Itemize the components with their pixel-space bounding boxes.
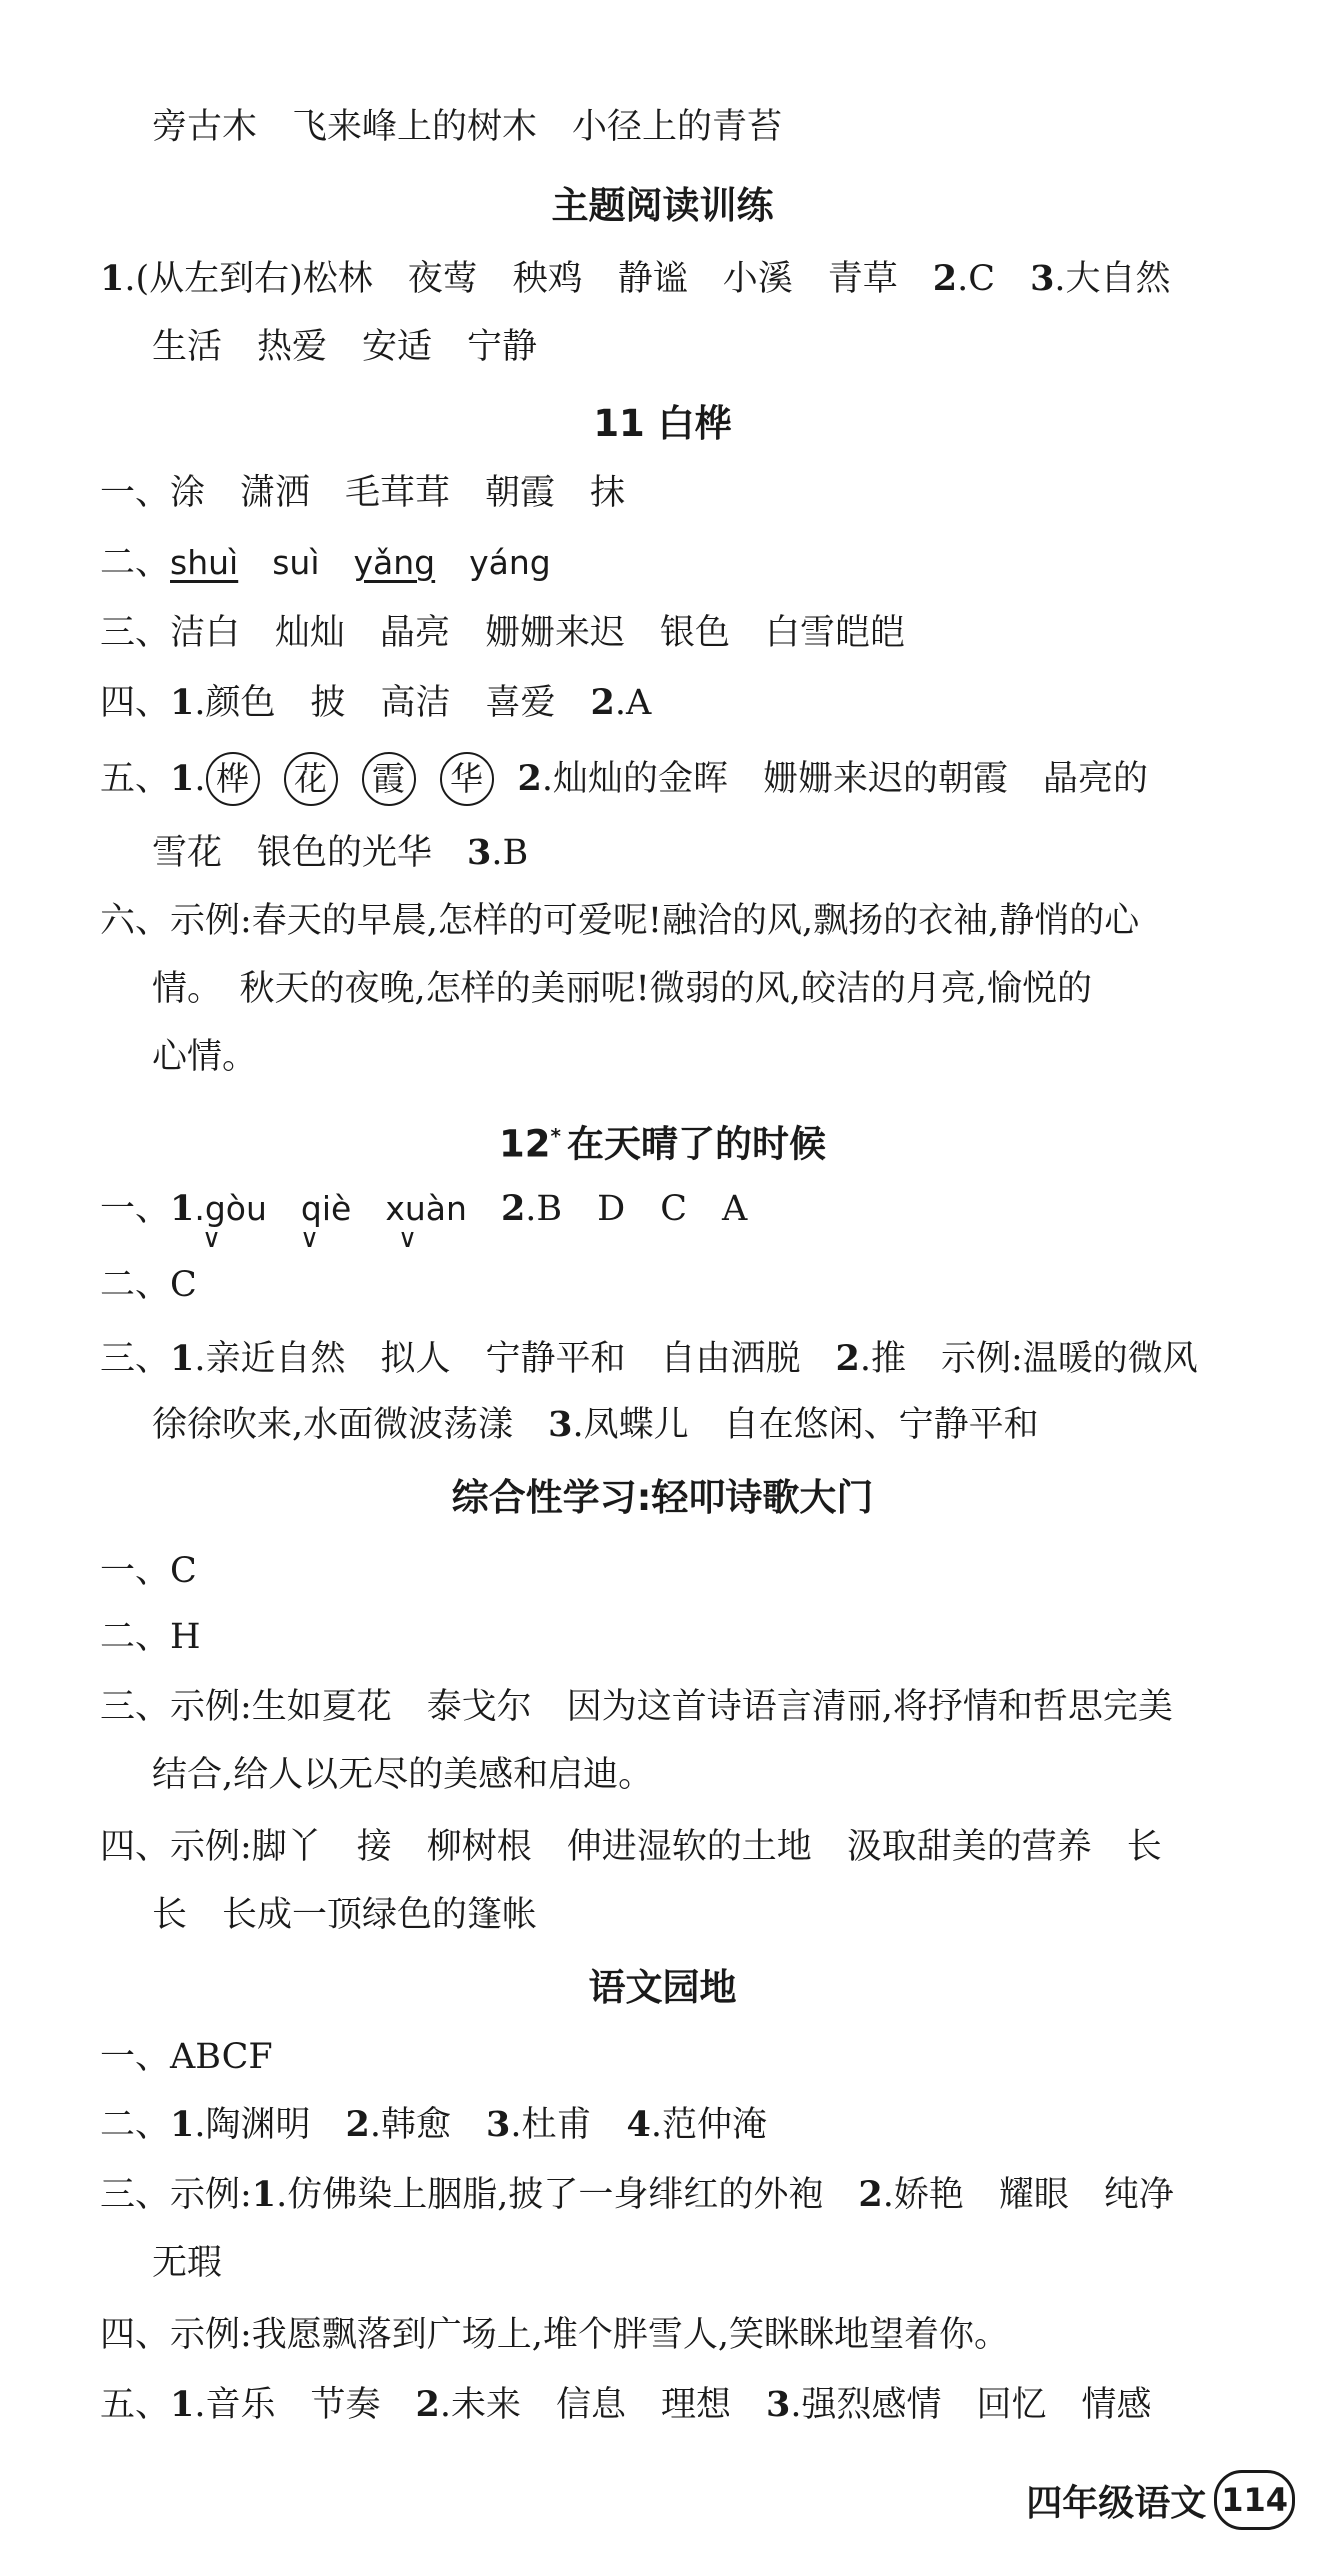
answer-text: .推 示例:温暖的微风: [859, 1339, 1198, 1379]
item-number: 1: [251, 2174, 277, 2215]
item-number: 2: [590, 682, 615, 723]
item-number: 1: [100, 258, 125, 299]
lesson-title: 在天晴了的时候: [566, 1122, 826, 1166]
item-number: 3: [766, 2384, 791, 2425]
section-heading: 综合性学习:轻叩诗歌大门: [451, 1476, 874, 1519]
grade-subject-label: 四年级语文: [1026, 2482, 1207, 2524]
text-line: 二、C: [100, 1265, 197, 1305]
item-number: 2: [500, 1188, 526, 1229]
answer-text: .凤蝶儿 自在悠闲、宁静平和: [572, 1405, 1039, 1445]
text-line: 情。 秋天的夜晚,怎样的美丽呢!微弱的风,皎洁的月亮,愉悦的: [152, 969, 1092, 1009]
pinyin: qiè: [300, 1189, 352, 1228]
star-mark: *: [550, 1124, 561, 1148]
text-line: 四、示例:我愿飘落到广场上,堆个胖雪人,笑眯眯地望着你。: [100, 2315, 1010, 2355]
line-prefix: 二、: [100, 543, 171, 583]
answer-text: .杜甫: [510, 2105, 627, 2145]
item-number: 2: [345, 2104, 370, 2145]
pinyin: yáng: [469, 543, 551, 582]
item-number: 3: [548, 1404, 573, 1445]
text-line: 无瑕: [152, 2243, 223, 2283]
circled-character: 花: [284, 752, 338, 806]
check-mark: ∨: [202, 1224, 222, 1254]
answer-text: .大自然: [1054, 259, 1171, 299]
pinyin: .gòu: [194, 1189, 267, 1228]
answer-text: .陶渊明: [194, 2105, 346, 2145]
page-number: 114: [1214, 2470, 1295, 2530]
text-line: [152, 1402, 1312, 1448]
answer-text: .韩愈: [369, 2105, 487, 2145]
item-number: 2: [932, 258, 958, 299]
text-line: 三、洁白 灿灿 晶亮 姗姗来迟 银色 白雪皑皑: [100, 613, 906, 653]
answer-text: .仿佛染上胭脂,披了一身绯红的外袍: [276, 2175, 859, 2215]
text-line: 六、示例:春天的早晨,怎样的可爱呢!融洽的风,飘扬的衣袖,静悄的心: [100, 901, 1140, 941]
page-footer: [1026, 2470, 1295, 2530]
item-number: 1: [170, 1188, 195, 1229]
line-prefix: 三、: [100, 1339, 171, 1379]
line-prefix: 一、: [100, 1189, 171, 1229]
answer-text: .亲近自然 拟人 宁静平和 自由洒脱: [194, 1339, 836, 1379]
section-heading: 主题阅读训练: [551, 184, 774, 227]
answer-text: .B: [491, 833, 529, 873]
circled-character: 桦: [206, 752, 260, 806]
item-number: 3: [486, 2104, 511, 2145]
answer-text: .范仲淹: [650, 2105, 768, 2145]
section-heading: 语文园地: [588, 1966, 737, 2009]
check-mark: ∨: [398, 1224, 418, 1254]
line-prefix: 五、: [100, 759, 171, 799]
pinyin: xuàn: [385, 1189, 467, 1228]
text-line: 一、C: [100, 1551, 197, 1591]
item-number: 1: [170, 2104, 195, 2145]
pinyin: shuì: [170, 543, 239, 582]
text-line: [100, 2172, 1260, 2218]
text-line: 五、1. 桦 花 霞 华 2.灿灿的金晖 姗姗来迟的朝霞 晶亮的: [100, 752, 1260, 806]
line-prefix: 四、: [100, 683, 171, 723]
lesson-number: 12: [499, 1122, 551, 1166]
item-number: 2: [415, 2384, 440, 2425]
item-number: 2: [517, 758, 542, 799]
answer-text: .娇艳 耀眼 纯净: [882, 2175, 1174, 2215]
item-number: 2: [858, 2174, 883, 2215]
answer-text: .C: [957, 259, 1031, 299]
text-line: 一、涂 潇洒 毛茸茸 朝霞 抹: [100, 473, 626, 513]
answer-text: .灿灿的金晖 姗姗来迟的朝霞 晶亮的: [541, 759, 1149, 799]
circled-character: 华: [440, 752, 494, 806]
item-number: 1: [170, 758, 195, 799]
text-line: 结合,给人以无尽的美感和启迪。: [152, 1755, 654, 1795]
answer-text: .颜色 披 高洁 喜爱: [194, 683, 591, 723]
answer-text: .(从左到右)松林 夜莺 秧鸡 静谧 小溪 青草: [124, 259, 933, 299]
answer-text: 雪花 银色的光华: [152, 833, 468, 873]
text-line: 心情。: [152, 1037, 258, 1077]
text-line: [152, 830, 1312, 876]
text-line: 三、示例:生如夏花 泰戈尔 因为这首诗语言清丽,将抒情和哲思完美: [100, 1687, 1173, 1727]
text-line: [100, 680, 1260, 726]
answer-text: .强烈感情 回忆 情感: [790, 2385, 1152, 2425]
pinyin: suì: [272, 543, 320, 582]
answer-text: .A: [614, 683, 652, 723]
line-prefix: 二、: [100, 2105, 171, 2145]
text-line: 二、H: [100, 1617, 201, 1657]
text-line: [100, 540, 1260, 586]
item-number: 1: [170, 682, 195, 723]
item-number: 1: [170, 2384, 195, 2425]
text-line: [100, 1186, 1260, 1232]
text-line: [100, 256, 1260, 302]
answer-text: 徐徐吹来,水面微波荡漾: [152, 1405, 549, 1445]
item-number: 3: [1030, 258, 1055, 299]
line-prefix: 五、: [100, 2385, 171, 2425]
item-number: 2: [835, 1338, 860, 1379]
check-mark: ∨: [300, 1224, 320, 1254]
text-line: [100, 1336, 1260, 1382]
text-line: 四、示例:脚丫 接 柳树根 伸进湿软的土地 汲取甜美的营养 长: [100, 1827, 1162, 1867]
section-heading: 11 白桦: [593, 402, 732, 445]
circled-character: 霞: [362, 752, 416, 806]
line-prefix: 三、示例:: [100, 2175, 252, 2215]
answer-text: .B D C A: [525, 1189, 748, 1229]
item-number: 1: [170, 1338, 195, 1379]
text-line: [100, 2382, 1260, 2428]
item-number: 4: [626, 2104, 651, 2145]
text-line: 旁古木 飞来峰上的树木 小径上的青苔: [152, 107, 783, 147]
answer-text: .未来 信息 理想: [439, 2385, 767, 2425]
text-line: 生活 热爱 安适 宁静: [152, 327, 538, 367]
item-number: 3: [467, 832, 492, 873]
text-line: 一、ABCF: [100, 2037, 273, 2077]
answer-text: .音乐 节奏: [194, 2385, 416, 2425]
section-heading: [0, 1112, 1325, 1168]
text-line: 长 长成一顶绿色的篷帐: [152, 1895, 538, 1935]
pinyin: yǎng: [353, 543, 436, 582]
text-line: [100, 2102, 1260, 2148]
